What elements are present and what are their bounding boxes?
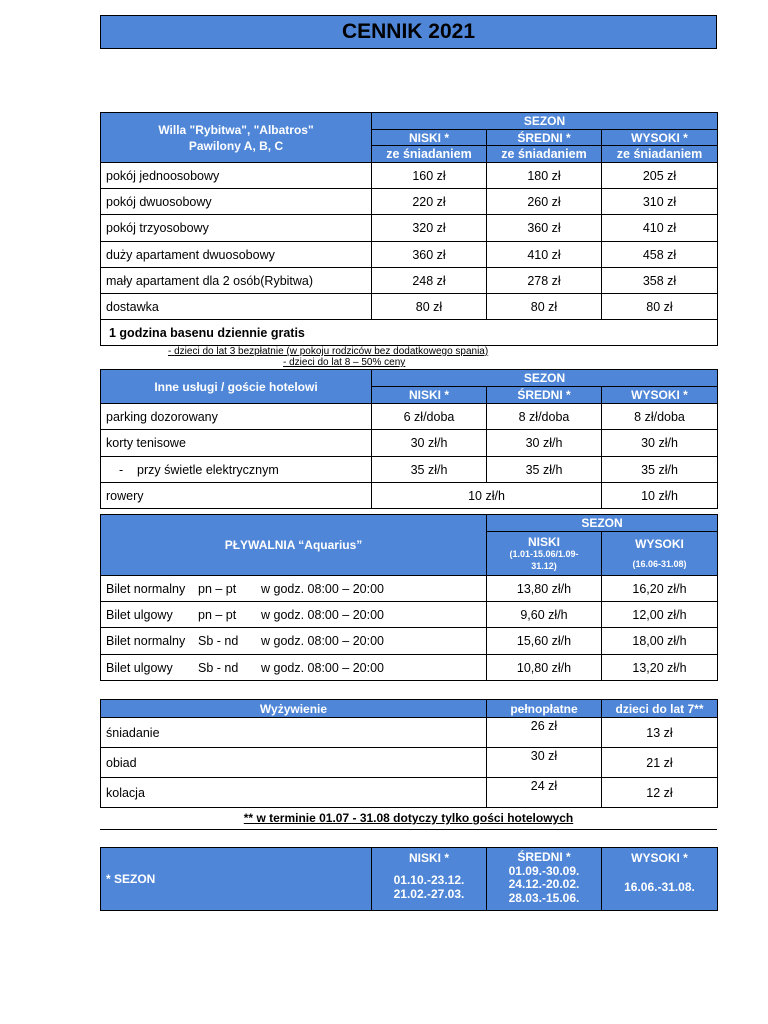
table-row [101, 268, 718, 294]
room-name: pokój trzyosobowy [101, 215, 372, 242]
price-cell: 30 zł/h [372, 430, 487, 457]
pool-low-season-header [487, 532, 602, 576]
price-cell: 160 zł [372, 163, 487, 189]
price-cell: 13 zł [602, 718, 718, 748]
table-row [101, 189, 718, 215]
price-cell: 80 zł [602, 294, 718, 320]
price-cell: 16,20 zł/h [602, 576, 718, 602]
price-cell: 360 zł [487, 215, 602, 242]
table-row [101, 457, 718, 483]
service-name: - przy świetle elektrycznym [101, 457, 372, 483]
price-cell: 360 zł [372, 242, 487, 268]
ticket-days: Sb - nd [198, 660, 239, 675]
service-name: rowery [101, 483, 372, 509]
season-high-header: WYSOKI * [602, 387, 718, 404]
meal-name: śniadanie [101, 718, 487, 748]
room-name: pokój dwuosobowy [101, 189, 372, 215]
rooms-header-line-1: Willa "Rybitwa", "Albatros" [158, 122, 314, 137]
price-cell: 248 zł [372, 268, 487, 294]
children-note-2: - dzieci do lat 8 – 50% ceny [283, 357, 406, 368]
ticket-type: Bilet ulgowy [106, 660, 173, 675]
ticket-hours: w godz. 08:00 – 20:00 [261, 607, 385, 622]
divider [100, 829, 717, 830]
season-high-header: WYSOKI * [602, 130, 718, 146]
ticket-hours: w godz. 08:00 – 20:00 [261, 634, 385, 648]
ticket-name [101, 576, 487, 602]
sezon-header: SEZON [372, 370, 718, 387]
price-cell: 30 zł [487, 748, 602, 778]
rooms-header-line-2: Pawilony A, B, C [188, 138, 284, 153]
price-cell: 13,80 zł/h [487, 576, 602, 602]
season-definitions-table [100, 847, 718, 911]
price-cell: 320 zł [372, 215, 487, 242]
ticket-hours: w godz. 08:00 – 20:00 [261, 660, 385, 675]
price-cell: 220 zł [372, 189, 487, 215]
price-cell: 24 zł [487, 778, 602, 808]
price-cell: 205 zł [602, 163, 718, 189]
price-cell: 15,60 zł/h [487, 628, 602, 655]
price-cell: 30 zł/h [487, 430, 602, 457]
season-label: * SEZON [101, 848, 372, 911]
sezon-header: SEZON [487, 515, 718, 532]
pool-low-dates-2: 31.12) [531, 560, 557, 571]
price-cell: 458 zł [602, 242, 718, 268]
price-cell: 26 zł [487, 718, 602, 748]
table-row [101, 242, 718, 268]
sezon-header: SEZON [372, 113, 718, 130]
price-cell: 30 zł/h [602, 430, 718, 457]
table-row [101, 655, 718, 681]
season-mid-header: ŚREDNI * [487, 387, 602, 404]
table-row [101, 602, 718, 628]
table-row [101, 294, 718, 320]
services-header: Inne usługi / goście hotelowi [101, 370, 372, 404]
pool-gratis-note: 1 godzina basenu dziennie gratis [101, 320, 718, 346]
table-row [101, 576, 718, 602]
ticket-days: pn – pt [198, 607, 237, 622]
room-name: dostawka [101, 294, 372, 320]
ticket-name [101, 628, 487, 655]
table-row [101, 163, 718, 189]
season-mid-header: ŚREDNI * [487, 130, 602, 146]
table-row [101, 748, 718, 778]
meal-name: kolacja [101, 778, 487, 808]
breakfast-label: ze śniadaniem [602, 146, 718, 163]
price-cell: 13,20 zł/h [602, 655, 718, 681]
season-high-name: WYSOKI * [631, 851, 688, 865]
rooms-price-table [100, 112, 718, 346]
price-cell: 10 zł/h [372, 483, 602, 509]
season-high-range: 16.06.-31.08. [624, 880, 695, 894]
pool-high-season-header [602, 532, 718, 576]
season-low-header: NISKI * [372, 387, 487, 404]
season-mid-name: ŚREDNI * [517, 850, 571, 864]
price-cell: 410 zł [487, 242, 602, 268]
meals-kids-header: dzieci do lat 7** [602, 700, 718, 718]
price-cell: 10 zł/h [602, 483, 718, 509]
ticket-name [101, 602, 487, 628]
table-row [101, 778, 718, 808]
ticket-type: Bilet normalny [106, 634, 186, 648]
breakfast-label: ze śniadaniem [487, 146, 602, 163]
season-low-range-2: 21.02.-27.03. [393, 887, 465, 901]
season-low-header: NISKI * [372, 130, 487, 146]
price-cell: 21 zł [602, 748, 718, 778]
children-note-1-text: dzieci do lat 3 bezpłatnie (w pokoju rodziców bez dodatkowego spania) [174, 346, 489, 357]
page-title: CENNIK 2021 [100, 15, 717, 49]
rooms-header-cell [101, 113, 372, 163]
pool-price-table [100, 514, 718, 681]
price-cell: 80 zł [487, 294, 602, 320]
price-cell: 358 zł [602, 268, 718, 294]
table-row [101, 718, 718, 748]
table-row [101, 628, 718, 655]
pool-low-label: NISKI [527, 534, 560, 549]
meals-price-table [100, 699, 718, 808]
season-low-name: NISKI * [408, 851, 449, 865]
price-cell: 9,60 zł/h [487, 602, 602, 628]
pool-header: PŁYWALNIA “Aquarius” [101, 515, 487, 576]
season-mid-range-2: 24.12.-20.02. [508, 877, 580, 891]
price-cell: 180 zł [487, 163, 602, 189]
price-cell: 12,00 zł/h [602, 602, 718, 628]
service-name: parking dozorowany [101, 404, 372, 430]
price-cell: 8 zł/doba [602, 404, 718, 430]
price-cell: 35 zł/h [372, 457, 487, 483]
season-low-range-1: 01.10.-23.12. [393, 873, 465, 887]
ticket-hours: w godz. 08:00 – 20:00 [261, 581, 385, 596]
price-cell: 12 zł [602, 778, 718, 808]
price-cell: 35 zł/h [602, 457, 718, 483]
price-cell: 278 zł [487, 268, 602, 294]
children-note-1-dash: - [168, 346, 172, 357]
table-row [101, 483, 718, 509]
meals-footnote: ** w terminie 01.07 - 31.08 dotyczy tylko gości hotelowych [243, 811, 574, 825]
ticket-type: Bilet ulgowy [106, 607, 173, 622]
children-note-1 [168, 346, 488, 357]
season-low-def [372, 848, 487, 911]
table-row [101, 215, 718, 242]
pool-low-dates-1: (1.01-15.06/1.09- [509, 548, 579, 559]
season-mid-def [487, 848, 602, 911]
price-cell: 35 zł/h [487, 457, 602, 483]
ticket-type: Bilet normalny [106, 581, 186, 596]
meals-full-price-header: pełnopłatne [487, 700, 602, 718]
price-cell: 310 zł [602, 189, 718, 215]
price-cell: 80 zł [372, 294, 487, 320]
service-name: korty tenisowe [101, 430, 372, 457]
price-cell: 8 zł/doba [487, 404, 602, 430]
price-cell: 10,80 zł/h [487, 655, 602, 681]
table-row [101, 430, 718, 457]
table-row [101, 404, 718, 430]
breakfast-label: ze śniadaniem [372, 146, 487, 163]
room-name: mały apartament dla 2 osób(Rybitwa) [101, 268, 372, 294]
pool-high-label: WYSOKI [635, 536, 684, 551]
season-mid-range-1: 01.09.-30.09. [508, 863, 580, 878]
meals-header: Wyżywienie [101, 700, 487, 718]
price-cell: 410 zł [602, 215, 718, 242]
season-high-def [602, 848, 718, 911]
price-cell: 260 zł [487, 189, 602, 215]
room-name: pokój jednoosobowy [101, 163, 372, 189]
ticket-name [101, 655, 487, 681]
room-name: duży apartament dwuosobowy [101, 242, 372, 268]
ticket-days: pn – pt [198, 581, 237, 596]
ticket-days: Sb - nd [198, 634, 239, 648]
season-mid-range-3: 28.03.-15.06. [508, 890, 580, 905]
services-price-table [100, 369, 718, 509]
meal-name: obiad [101, 748, 487, 778]
price-cell: 18,00 zł/h [602, 628, 718, 655]
pool-high-dates: (16.06-31.08) [632, 558, 687, 569]
price-cell: 6 zł/doba [372, 404, 487, 430]
